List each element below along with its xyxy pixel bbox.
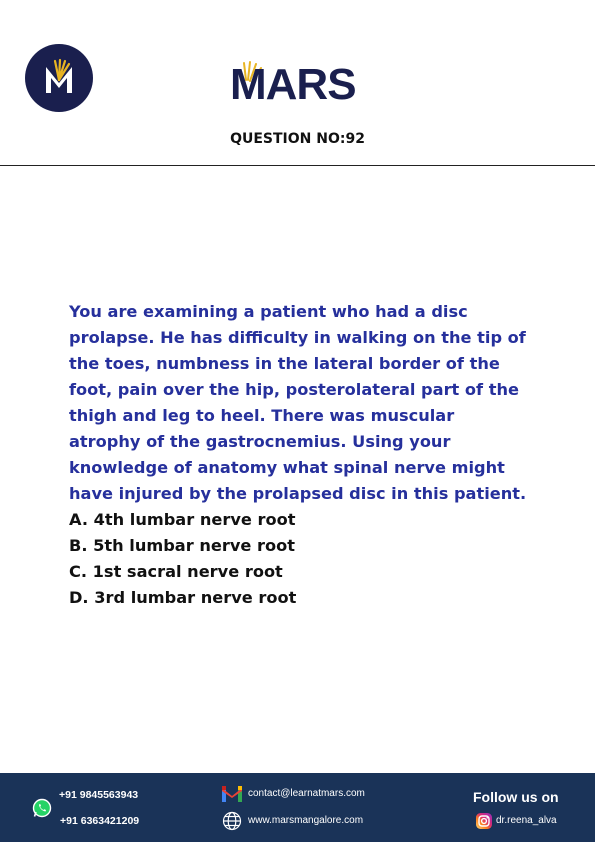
gmail-icon: [222, 786, 242, 802]
instagram-icon: [476, 813, 492, 829]
follow-label: Follow us on: [473, 789, 559, 805]
email-link[interactable]: contact@learnatmars.com: [248, 788, 365, 799]
header-divider: [0, 165, 595, 166]
phone-1[interactable]: +91 9845563943: [59, 789, 139, 801]
question-number: QUESTION NO:92: [230, 131, 365, 147]
question-text: You are examining a patient who had a disc prolapse. He has difficulty in walking on the tip of the toes, numbness in the lateral border of the foot, pain over the hip, posterolateral part of the thigh and leg to heel. There was muscular atrophy of the gastrocnemius. Using your knowledge of anatomy what spinal nerve might have injured by the prolapsed disc in this patient.: [69, 302, 527, 503]
website-link[interactable]: www.marsmangalore.com: [248, 815, 364, 826]
mars-logo-icon: [25, 44, 93, 112]
instagram-handle[interactable]: dr.reena_alva: [496, 815, 557, 826]
phone-2[interactable]: +91 6363421209: [60, 815, 140, 827]
option-b: B. 5th lumbar nerve root: [69, 536, 295, 555]
option-c: C. 1st sacral nerve root: [69, 562, 283, 581]
brand-name: MARS: [230, 60, 356, 109]
footer: [0, 773, 595, 842]
mars-wordmark: [230, 60, 370, 110]
option-a: A. 4th lumbar nerve root: [69, 510, 296, 529]
whatsapp-icon: [32, 798, 52, 818]
question-block: [69, 299, 529, 611]
option-d: D. 3rd lumbar nerve root: [69, 588, 297, 607]
globe-icon: [222, 811, 242, 831]
